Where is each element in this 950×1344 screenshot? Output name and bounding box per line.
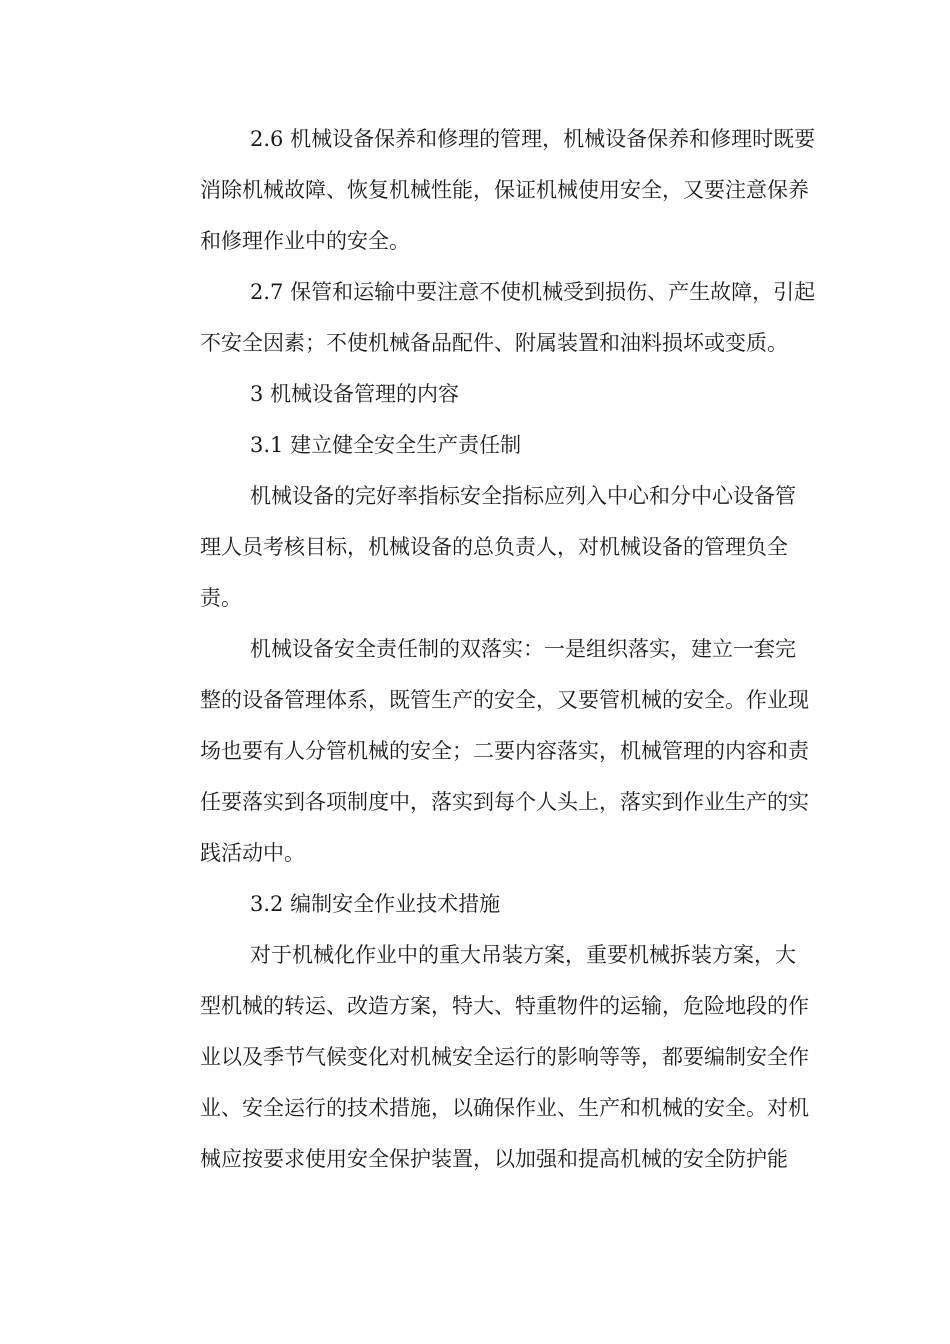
text-line: 场也要有人分管机械的安全；二要内容落实，机械管理的内容和责 <box>200 739 809 763</box>
paragraph-3-1-b <box>150 624 809 879</box>
paragraph-3-2-a <box>150 930 809 1185</box>
text-line: 械应按要求使用安全保护装置，以加强和提高机械的安全防护能 <box>200 1147 788 1171</box>
subsection-heading: 3.2 编制安全作业技术措施 <box>250 892 501 916</box>
text-line: 责。 <box>200 586 242 610</box>
paragraph-3-1-a <box>150 471 800 624</box>
paragraph-2-6 <box>150 114 816 267</box>
text-line: 理人员考核目标，机械设备的总负责人，对机械设备的管理负全 <box>200 535 788 559</box>
text-line: 和修理作业中的安全。 <box>200 229 410 253</box>
subsection-heading: 3.1 建立健全安全生产责任制 <box>250 433 522 457</box>
text-line: 业以及季节气候变化对机械安全运行的影响等等，都要编制安全作 <box>200 1045 809 1069</box>
text-line: 整的设备管理体系，既管生产的安全，又要管机械的安全。作业现 <box>200 688 809 712</box>
text-line: 对于机械化作业中的重大吊装方案，重要机械拆装方案，大 <box>250 943 796 967</box>
text-line: 型机械的转运、改造方案，特大、特重物件的运输，危险地段的作 <box>200 994 809 1018</box>
paragraph-2-7 <box>150 267 816 369</box>
heading-3 <box>150 369 800 420</box>
section-heading: 3 机械设备管理的内容 <box>250 382 460 406</box>
text-line: 不安全因素；不使机械备品配件、附属装置和油料损坏或变质。 <box>200 331 788 355</box>
text-line: 2.6 机械设备保养和修理的管理，机械设备保养和修理时既要 <box>250 127 816 151</box>
text-line: 业、安全运行的技术措施，以确保作业、生产和机械的安全。对机 <box>200 1096 809 1120</box>
text-line: 任要落实到各项制度中，落实到每个人头上，落实到作业生产的实 <box>200 790 809 814</box>
text-line: 机械设备安全责任制的双落实：一是组织落实，建立一套完 <box>250 637 796 661</box>
text-line: 践活动中。 <box>200 841 305 865</box>
heading-3-2 <box>150 879 800 930</box>
text-line: 2.7 保管和运输中要注意不使机械受到损伤、产生故障，引起 <box>250 280 816 304</box>
text-line: 消除机械故障、恢复机械性能，保证机械使用安全，又要注意保养 <box>200 178 809 202</box>
body-text <box>150 114 816 1185</box>
heading-3-1 <box>150 420 800 471</box>
text-line: 机械设备的完好率指标安全指标应列入中心和分中心设备管 <box>250 484 796 508</box>
